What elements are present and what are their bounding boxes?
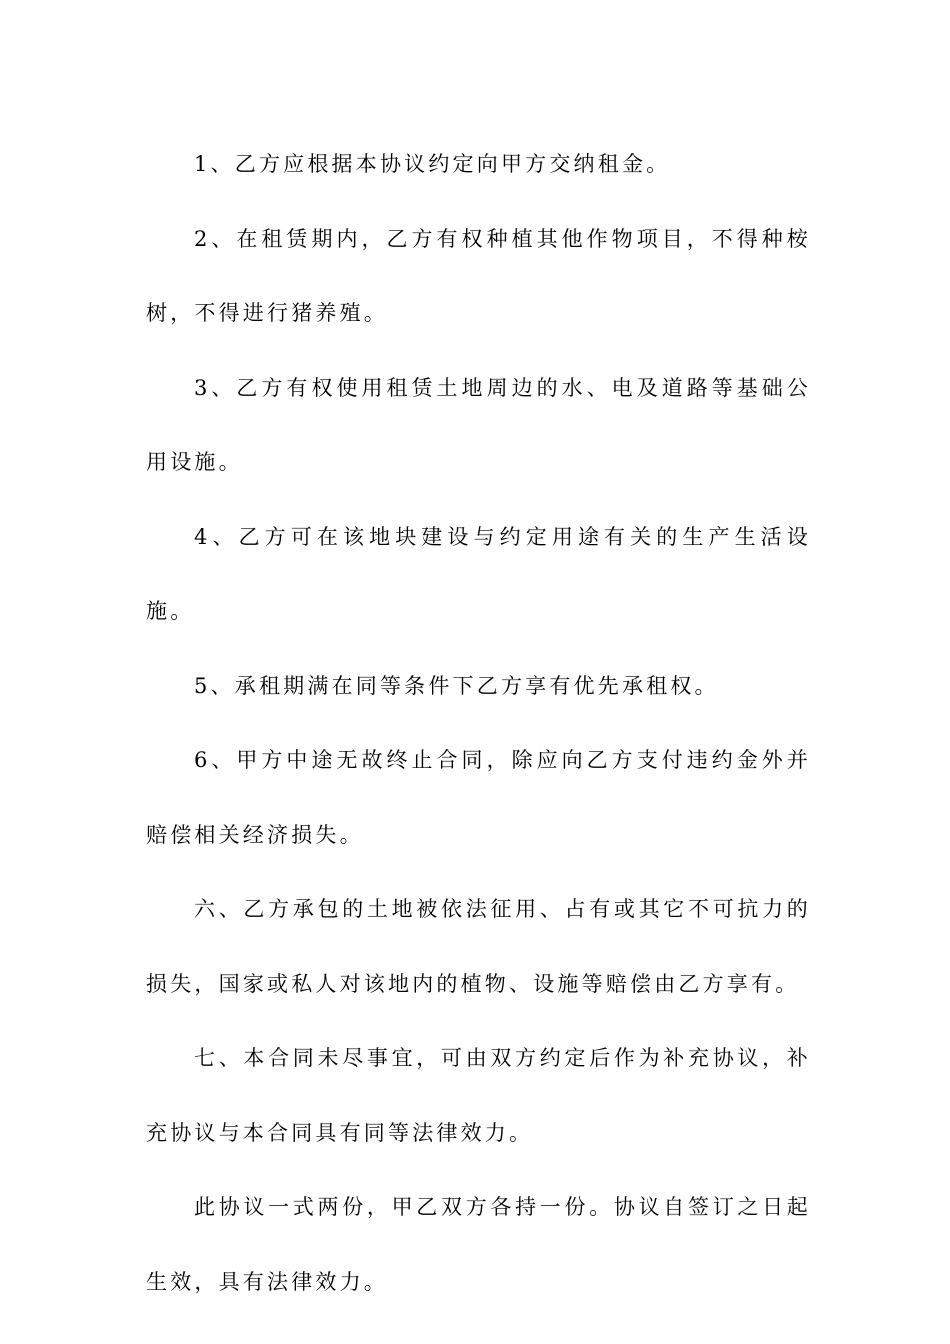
closing-paragraph: 此协议一式两份，甲乙双方各持一份。协议自签订之日起生效，具有法律效力。 (146, 1195, 811, 1294)
clause-paragraph-3: 3、乙方有权使用租赁土地周边的水、电及道路等基础公用设施。 (146, 375, 811, 474)
clause-paragraph-1: 1、乙方应根据本协议约定向甲方交纳租金。 (194, 152, 671, 176)
clause-paragraph-5: 5、承租期满在同等条件下乙方享有优先承租权。 (194, 673, 719, 698)
clause-paragraph-4: 4、乙方可在该地块建设与约定用途有关的生产生活设施。 (146, 524, 811, 623)
section-six-paragraph: 六、乙方承包的土地被依法征用、占有或其它不可抗力的损失，国家或私人对该地内的植物、设施等赔偿由乙方享有。 (146, 897, 811, 996)
clause-paragraph-6: 6、甲方中途无故终止合同，除应向乙方支付违约金外并赔偿相关经济损失。 (146, 748, 811, 847)
clause-paragraph-2: 2、在租赁期内，乙方有权种植其他作物项目，不得种桉树，不得进行猪养殖。 (146, 226, 811, 325)
section-seven-paragraph: 七、本合同未尽事宜，可由双方约定后作为补充协议，补充协议与本合同具有同等法律效力。 (146, 1046, 811, 1145)
document-body (146, 127, 811, 1319)
